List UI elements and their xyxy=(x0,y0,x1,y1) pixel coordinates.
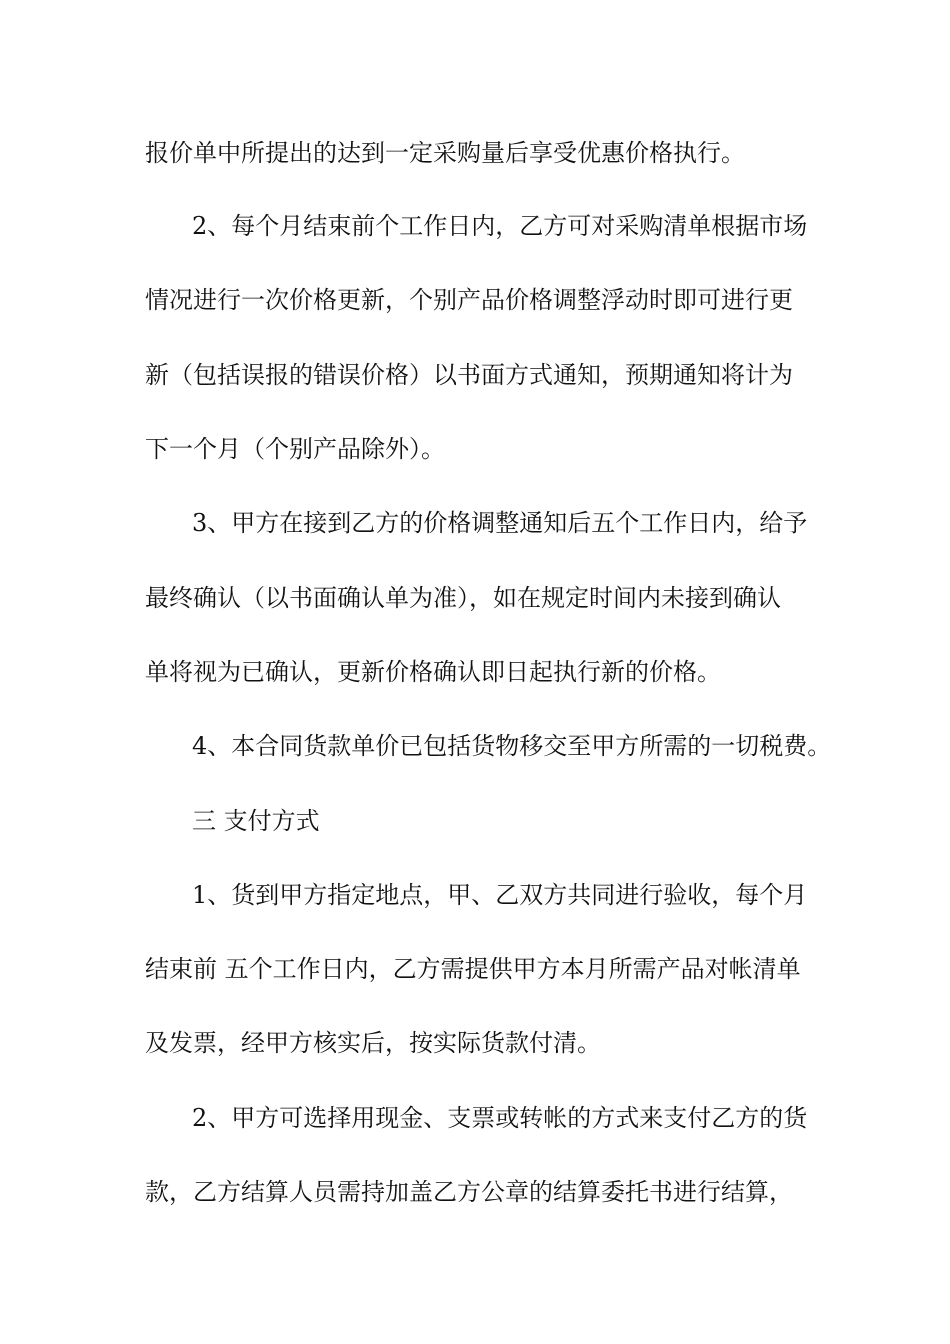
text-line: 最终确认（以书面确认单为准），如在规定时间内未接到确认 xyxy=(145,584,781,612)
text-line: 报价单中所提出的达到一定采购量后享受优惠价格执行。 xyxy=(145,139,745,167)
text-line: 3、甲方在接到乙方的价格调整通知后五个工作日内，给予 xyxy=(192,509,808,537)
text-line: 下一个月（个别产品除外）。 xyxy=(145,435,445,463)
text-line: 2、甲方可选择用现金、支票或转帐的方式来支付乙方的货 xyxy=(192,1104,808,1132)
text-line: 1、货到甲方指定地点，甲、乙双方共同进行验收，每个月 xyxy=(192,881,808,909)
text-line: 新（包括误报的错误价格）以书面方式通知，预期通知将计为 xyxy=(145,361,793,389)
text-line: 款，乙方结算人员需持加盖乙方公章的结算委托书进行结算， xyxy=(145,1178,793,1206)
text-line: 2、每个月结束前个工作日内，乙方可对采购清单根据市场 xyxy=(192,212,808,240)
text-line: 单将视为已确认，更新价格确认即日起执行新的价格。 xyxy=(145,658,721,686)
text-line: 及发票，经甲方核实后，按实际货款付清。 xyxy=(145,1029,601,1057)
section-heading: 三 支付方式 xyxy=(192,807,320,835)
text-line: 情况进行一次价格更新，个别产品价格调整浮动时即可进行更 xyxy=(145,286,793,314)
text-line: 结束前 五个工作日内，乙方需提供甲方本月所需产品对帐清单 xyxy=(145,955,801,983)
text-line: 4、本合同货款单价已包括货物移交至甲方所需的一切税费。 xyxy=(192,732,832,760)
